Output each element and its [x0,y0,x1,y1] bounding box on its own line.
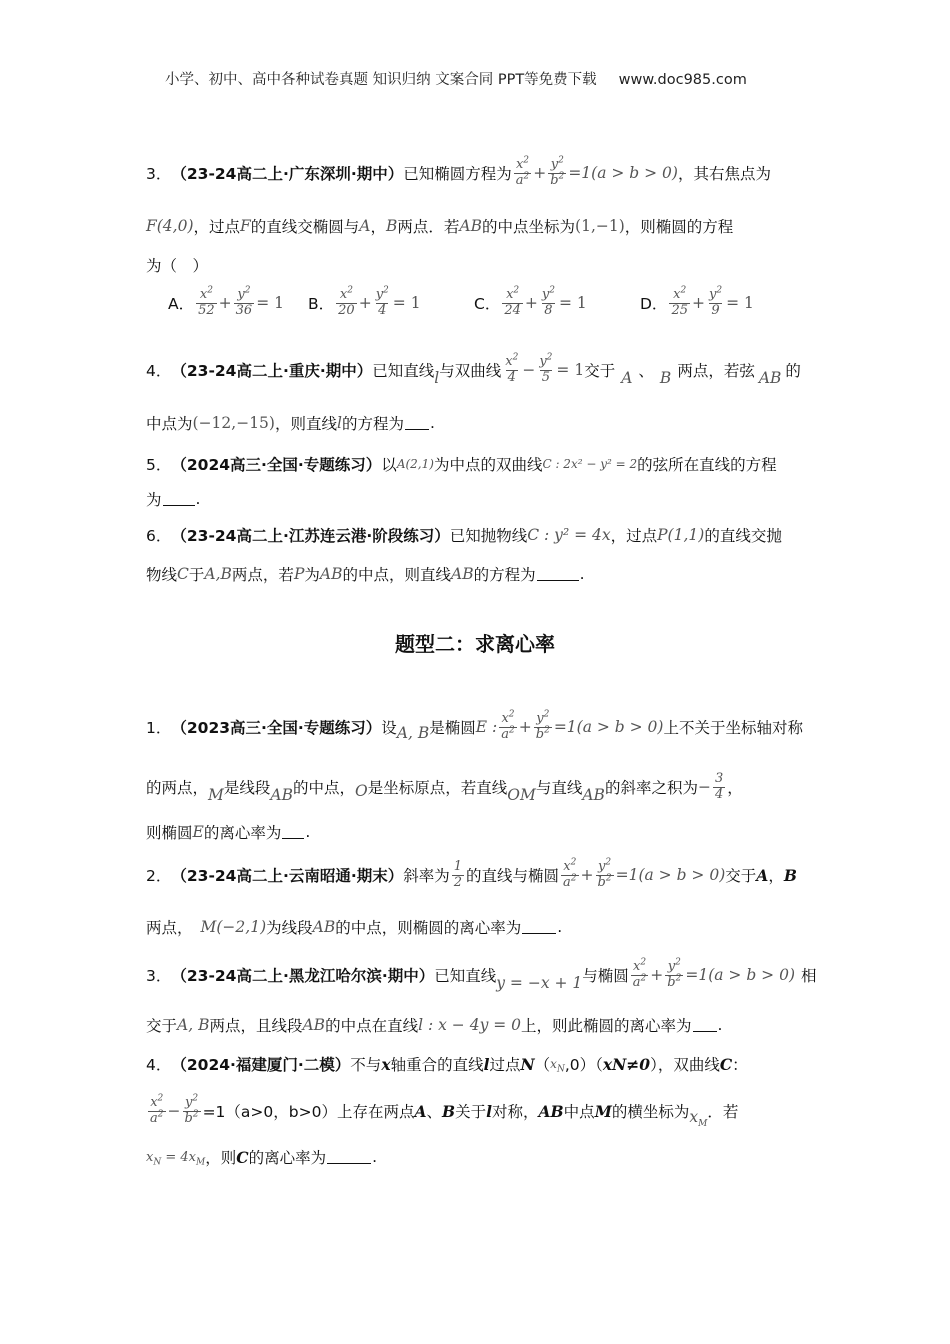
text: . [372,1148,378,1166]
math-point: M(−2,1) [200,918,267,936]
s2-q1-line2 [146,772,743,803]
math-var: B [783,865,797,885]
minus-sign: − [167,1102,181,1121]
equals: = 1 [392,294,421,313]
header-text: 小学、初中、高中各种试卷真题 知识归纳 文案合同 PPT等免费下载 [165,72,597,88]
text: 上不关于坐标轴对称 [663,719,803,738]
text: ， [370,218,387,236]
math-var: AB [270,786,293,805]
section-title: 题型二：求离心率 [395,632,555,656]
answer-blank [163,493,195,506]
s2-q3-line1 [146,957,817,993]
text: 的中点， [293,779,356,798]
text: 的中点坐标为 [482,218,576,236]
equals: = 1 [558,294,587,313]
fraction: $\frac{x^2}{25}$ [671,285,688,318]
text: 设 [381,719,397,738]
equals: = 1 [256,294,284,313]
option-label: A． [168,295,195,314]
option-d [640,285,754,319]
text: ， [727,779,743,798]
option-a [168,285,284,319]
math-condition: =1(a > b > 0) [615,866,726,885]
s1-q3-line3 [146,254,208,276]
s2-q1-line3 [146,821,310,843]
fraction: $\frac{3}{4}$ [714,771,724,802]
equals: = 1 [556,361,585,380]
math-var: xN≠0 [602,1054,651,1074]
math-var: l [336,414,342,432]
question-number: 2． [146,867,172,886]
plus-sign: + [533,164,547,183]
math-var: AB [302,1016,326,1034]
fraction: $\frac{1}{2}$ [453,859,463,890]
fraction: $\frac{x^2}{a^2}$ [515,155,530,188]
text: 不与 [350,1056,382,1074]
text: 的横坐标为 [611,1103,690,1122]
fraction: $\frac{x^2}{a^2}$ [150,1093,164,1126]
s2-q1-line1 [146,709,803,743]
answer-blank [693,1019,717,1032]
text: 的中点，则直线 [342,566,451,584]
math-var: $x_M$ [689,1108,708,1130]
text: 为中点的双曲线 [433,456,543,474]
s1-q5-line1 [146,453,777,475]
text: 中点 [563,1103,595,1122]
text: 上，则此椭圆的离心率为 [521,1017,692,1035]
text: 的中点，则椭圆的离心率为 [335,919,522,937]
math-point: P(1,1) [657,526,705,544]
minus-sign: − [522,361,536,380]
fraction: $\frac{x^2}{4}$ [505,352,519,385]
text: . [195,490,201,508]
text: 为 [146,491,162,509]
math-var: A [621,369,633,388]
math-var: A, B [177,1016,210,1034]
text: 是线段 [223,779,271,798]
s1-q3-line1 [146,155,771,189]
question-number: 3． [146,165,172,184]
option-b [308,285,421,319]
plus-sign: + [650,966,664,985]
question-number: 4． [146,1056,172,1074]
math-var: AB [758,369,782,388]
s1-q3-line2 [146,215,733,237]
text: 两点，若弦 [677,362,755,381]
answer-blank [282,826,304,839]
plus-sign: + [358,294,372,313]
text: 则椭圆 [146,824,193,842]
math-var: F [240,217,251,235]
text: 已知椭圆方程为 [403,165,512,184]
math-var: A [414,1101,427,1121]
s2-q4-line3 [146,1146,377,1168]
text: =1（a>0，b>0）上存在两点 [202,1103,415,1122]
text: ,0）（ [564,1056,603,1074]
text: 的离心率为 [203,824,282,842]
fraction: $\frac{y^2}{9}$ [708,285,723,318]
text: 与双曲线 [439,362,502,381]
text: 为线段 [266,919,313,937]
text: 与直线 [535,779,583,798]
s2-q4-line2 [146,1093,739,1130]
s2-q2-line1 [146,857,797,891]
text: 交于 [725,867,757,886]
s1-q6-line2 [146,563,585,585]
math-point: (−12,−15) [192,414,275,432]
s2-q2-line2 [146,916,562,938]
math-var: AB [319,565,343,583]
text: ， [768,867,784,886]
text: 的直线交椭圆与 [250,218,360,236]
question-source: （23-24高二上·江苏连云港·阶段练习） [171,527,450,545]
text: 为（ ） [146,257,209,275]
math-var: C [177,565,189,583]
math-var: P [293,565,305,583]
text: 的两点， [146,779,209,798]
text: 两点，且线段 [209,1017,303,1035]
math-var: A, B [396,724,430,743]
math-var: B [659,369,672,388]
question-number: 4． [146,362,172,381]
s1-q4-line1 [146,352,801,388]
s1-q5-line2 [146,488,200,510]
text: 关于 [455,1103,487,1122]
text: 相 [801,967,817,986]
math-curve: C : 2x² − y² = 2 [542,457,638,471]
fraction: $\frac{x^2}{a^2}$ [632,957,647,990]
s1-q4-line2 [146,412,435,434]
question-source: （23-24高二上·云南昭通·期末） [171,867,404,886]
math-condition: =1(a > b > 0) [568,164,678,183]
math-var: E [192,823,204,841]
math-point: F(4,0) [146,217,194,235]
math-var: B [386,217,398,235]
text: . [717,1016,723,1034]
fraction: $\frac{x^2}{24}$ [504,285,521,318]
fraction: $\frac{y^2}{b^2}$ [184,1093,199,1126]
option-label: D． [640,295,668,314]
plus-sign: + [580,866,594,885]
text: ，过点 [193,218,241,236]
page-header [165,68,747,89]
text: ），双曲线 [650,1056,720,1074]
math-var: A [756,865,769,885]
math-var: C [719,1054,733,1074]
math-var: AB [312,918,336,936]
option-label: C． [474,295,501,314]
fraction: $\frac{x^2}{52}$ [198,285,215,318]
math-var: E : [475,718,498,737]
question-number: 3． [146,967,172,986]
math-var: N [520,1054,535,1074]
text: 是坐标原点，若直线 [367,779,508,798]
math-var: $x_N$ [550,1057,565,1075]
fraction: $\frac{y^2}{b^2}$ [667,957,682,990]
math-var: OM [507,786,536,805]
text: 的弦所在直线的方程 [637,456,777,474]
math-var: M [208,786,224,805]
minus-sign: − [697,778,711,797]
math-var: AB [451,565,474,583]
math-var: x [381,1054,391,1074]
math-var: AB [459,217,483,235]
math-line: y = −x + 1 [496,974,583,993]
fraction: $\frac{y^2}{b^2}$ [550,155,565,188]
s1-q6-line1 [146,524,782,546]
fraction: $\frac{y^2}{4}$ [375,285,389,318]
math-var: l [483,1054,490,1074]
text: ，则直线 [274,415,337,433]
fraction: $\frac{y^2}{b^2}$ [597,857,612,890]
math-var: l [434,369,440,388]
text: 的直线交抛 [704,527,782,545]
text: 以 [381,456,397,474]
math-var: AB [538,1101,564,1121]
text: 为 [304,566,320,584]
text: 中点为 [146,415,193,433]
text: 的方程为 [341,415,404,433]
math-var: M [594,1101,612,1121]
text: 的 [785,362,801,381]
math-condition: =1(a > b > 0) [553,718,664,737]
answer-blank [327,1151,371,1164]
math-var: C [236,1147,249,1167]
text: ： [732,1056,748,1074]
text: 已知直线 [434,967,497,986]
text: 轴重合的直线 [390,1056,484,1074]
question-source: （23-24高二上·广东深圳·期中） [171,165,404,184]
text: 与椭圆 [582,967,629,986]
fraction: $\frac{y^2}{5}$ [539,352,553,385]
math-point: (1,−1) [575,217,625,235]
equals: = 1 [726,294,754,313]
text: 的方程为 [473,566,536,584]
text: . [305,823,311,841]
text: ，其右焦点为 [677,165,771,184]
text: 于 [188,566,205,584]
question-number: 5． [146,456,172,474]
fraction: $\frac{x^2}{20}$ [338,285,355,318]
math-var: B [442,1101,456,1121]
answer-blank [522,921,556,934]
question-source: （23-24高二上·重庆·期中） [171,362,373,381]
s2-q4-line1 [146,1053,748,1075]
text: 两点．若 [397,218,460,236]
answer-blank [405,417,429,430]
text: 对称， [492,1103,539,1122]
text: 交于 [146,1017,178,1035]
text: 两点， [146,919,193,937]
fraction: $\frac{y^2}{b^2}$ [535,709,550,742]
text: ，过点 [610,527,658,545]
text: 的斜率之积为 [604,779,698,798]
math-var: O [355,782,368,801]
math-condition: =1(a > b > 0) [685,966,796,985]
question-source: （2024高三·全国·专题练习） [171,456,382,474]
header-site: www.doc985.com [618,72,747,88]
text: 交于 [584,362,616,381]
math-curve: C : y² = 4x [527,526,611,544]
question-source: （23-24高二上·黑龙江哈尔滨·期中） [171,967,435,986]
text: 的离心率为 [248,1149,327,1167]
math-var: AB [582,786,605,805]
text: . [579,565,585,583]
text: . [557,918,563,936]
question-source: （2023高三·全国·专题练习） [171,719,382,738]
plus-sign: + [518,718,532,737]
fraction: $\frac{x^2}{a^2}$ [501,709,515,742]
plus-sign: + [691,294,705,313]
question-number: 1． [146,719,172,738]
math-var: A,B [204,565,232,583]
text: 两点，若 [231,566,294,584]
math-line: l : x − 4y = 0 [418,1016,522,1034]
text: 已知直线 [372,362,435,381]
fraction: $\frac{y^2}{8}$ [541,285,555,318]
fraction: $\frac{x^2}{a^2}$ [563,857,577,890]
fraction: $\frac{y^2}{36}$ [235,285,253,318]
text: ，则椭圆的方程 [624,218,734,236]
math-var: l [486,1101,493,1121]
text: （ [534,1056,551,1074]
text: 的中点在直线 [325,1017,419,1035]
text: 是椭圆 [429,719,476,738]
s2-q3-line2 [146,1014,722,1036]
question-number: 6． [146,527,172,545]
question-source: （2024·福建厦门·二模） [171,1056,351,1074]
math-point: A(2,1) [396,457,434,471]
text: 的直线与椭圆 [466,867,560,886]
text: . [429,414,435,432]
answer-blank [537,568,579,581]
plus-sign: + [218,294,232,313]
text: ．若 [707,1103,739,1122]
option-label: B． [308,295,335,314]
text: 过点 [489,1056,521,1074]
plus-sign: + [524,294,538,313]
text: 、 [638,362,654,381]
math-equation: $x_N = 4x_M$ [146,1149,206,1168]
text: 已知抛物线 [449,527,528,545]
text: 斜率为 [403,867,450,886]
option-c [474,285,587,319]
text: ，则 [205,1149,237,1167]
math-var: A [359,217,371,235]
text: 、 [426,1103,442,1122]
text: 物线 [146,566,178,584]
